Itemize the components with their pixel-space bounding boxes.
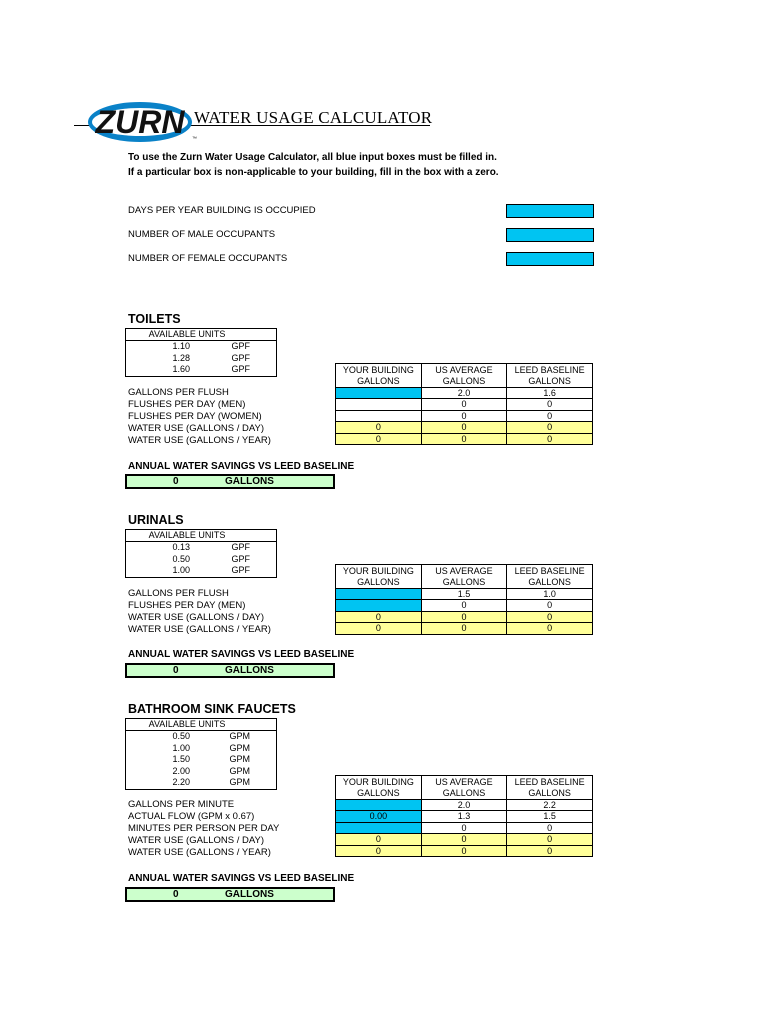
comparison-grid-toilets [335,363,593,445]
table-cell: 0 [336,433,422,444]
table-row [336,822,593,833]
table-cell: 0 [507,834,593,845]
comparison-grid-faucets [335,775,593,857]
table-cell: 0 [421,399,507,410]
table-cell: 0 [421,822,507,833]
table-row [336,623,593,634]
row-label: WATER USE (GALLONS / YEAR) [128,847,271,858]
table-cell: 0 [507,422,593,433]
col-us-average: US AVERAGE GALLONS [421,364,507,388]
input-cell[interactable] [336,600,422,611]
table-row [336,800,593,811]
table-cell: 0 [336,623,422,634]
available-units-urinals [125,529,277,578]
table-row [336,433,593,444]
table-cell: 0 [507,399,593,410]
unit-row: 1.60 GPF [172,364,250,375]
input-cell[interactable] [336,589,422,600]
col-your-building: YOUR BUILDING GALLONS [336,364,422,388]
savings-value: 0 [173,665,179,676]
table-cell: 0 [507,600,593,611]
savings-unit: GALLONS [225,889,274,900]
computed-flow-cell: 0.00 [336,811,422,822]
section-title-faucets: BATHROOM SINK FAUCETS [128,702,296,716]
days-occupied-input[interactable] [506,204,594,218]
row-label: WATER USE (GALLONS / DAY) [128,612,265,623]
savings-unit: GALLONS [225,665,274,676]
input-cell[interactable] [336,822,422,833]
table-cell: 0 [507,433,593,444]
table-cell: 0 [507,822,593,833]
table-cell [336,410,422,421]
male-occupants-input[interactable] [506,228,594,242]
row-label: GALLONS PER MINUTE [128,799,235,810]
savings-box-toilets [125,474,335,489]
unit-row: 2.20 GPM [172,777,250,788]
table-cell: 0 [336,611,422,622]
savings-title-urinals: ANNUAL WATER SAVINGS VS LEED BASELINE [128,649,355,660]
table-cell: 0 [421,433,507,444]
female-occupants-input[interactable] [506,252,594,266]
table-row [336,388,593,399]
unit-row: 1.28 GPF [172,352,250,363]
col-us-average: US AVERAGE GALLONS [421,776,507,800]
table-cell: 2.0 [421,388,507,399]
comparison-grid-urinals [335,564,593,635]
row-label: ACTUAL FLOW (GPM x 0.67) [128,811,255,822]
col-your-building: YOUR BUILDING GALLONS [336,776,422,800]
savings-value: 0 [173,476,179,487]
table-cell: 0 [507,410,593,421]
table-cell: 1.6 [507,388,593,399]
table-cell: 1.0 [507,589,593,600]
input-cell[interactable] [336,800,422,811]
table-row [336,600,593,611]
col-your-building: YOUR BUILDING GALLONS [336,565,422,589]
savings-title-toilets: ANNUAL WATER SAVINGS VS LEED BASELINE [128,461,355,472]
unit-row: 0.13 GPF [172,542,250,552]
female-occupants-label: NUMBER OF FEMALE OCCUPANTS [128,253,288,264]
svg-text:™: ™ [192,136,197,142]
table-cell: 0 [421,611,507,622]
table-row [336,422,593,433]
unit-row: 0.50 GPF [172,553,250,564]
table-row [336,811,593,822]
row-label: WATER USE (GALLONS / YEAR) [128,624,271,635]
instruction-line-1: To use the Zurn Water Usage Calculator, all blue input boxes must be filled in. [128,152,497,163]
table-cell: 0 [507,845,593,856]
table-row [336,410,593,421]
unit-row: 2.00 GPM [172,765,250,776]
available-units-faucets [125,718,277,790]
savings-unit: GALLONS [225,476,274,487]
savings-value: 0 [173,889,179,900]
page-title [190,108,432,128]
col-us-average: US AVERAGE GALLONS [421,565,507,589]
grid-header-row [336,565,593,589]
input-cell[interactable] [336,388,422,399]
table-cell: 0 [421,422,507,433]
row-label: MINUTES PER PERSON PER DAY [128,823,280,834]
table-row [336,399,593,410]
zurn-logo [86,100,198,144]
table-cell [336,399,422,410]
table-cell: 1.5 [507,811,593,822]
unit-row: 1.50 GPM [172,754,250,765]
table-cell: 0 [421,834,507,845]
row-label: GALLONS PER FLUSH [128,588,229,599]
units-header: AVAILABLE UNITS [126,329,276,341]
row-label: WATER USE (GALLONS / DAY) [128,423,265,434]
section-title-toilets: TOILETS [128,312,181,326]
row-label: FLUSHES PER DAY (MEN) [128,399,246,410]
savings-box-urinals [125,663,335,678]
col-leed-baseline: LEED BASELINE GALLONS [507,364,593,388]
table-cell: 2.2 [507,800,593,811]
units-header: AVAILABLE UNITS [126,719,276,731]
table-cell: 0 [507,623,593,634]
instruction-line-2: If a particular box is non-applicable to your building, fill in the box with a zero. [128,167,499,178]
grid-header-row [336,364,593,388]
table-cell: 0 [421,600,507,611]
row-label: GALLONS PER FLUSH [128,387,229,398]
table-cell: 1.5 [421,589,507,600]
table-cell: 0 [421,845,507,856]
table-row [336,611,593,622]
row-label: FLUSHES PER DAY (WOMEN) [128,411,262,422]
male-occupants-label: NUMBER OF MALE OCCUPANTS [128,229,276,240]
row-label: FLUSHES PER DAY (MEN) [128,600,246,611]
savings-title-faucets: ANNUAL WATER SAVINGS VS LEED BASELINE [128,873,355,884]
table-cell: 0 [421,410,507,421]
days-occupied-label: DAYS PER YEAR BUILDING IS OCCUPIED [128,205,316,216]
table-cell: 0 [507,611,593,622]
available-units-toilets [125,328,277,377]
table-row [336,845,593,856]
table-cell: 0 [421,623,507,634]
table-cell: 0 [336,834,422,845]
page-title-text: WATER USAGE CALCULATOR [194,108,433,127]
savings-box-faucets [125,887,335,902]
col-leed-baseline: LEED BASELINE GALLONS [507,565,593,589]
table-cell: 0 [336,422,422,433]
logo-wordmark: ZURN [95,104,185,140]
unit-row: 1.00 GPF [172,565,250,576]
table-cell: 1.3 [421,811,507,822]
unit-row: 0.50 GPM [172,731,250,741]
table-cell: 2.0 [421,800,507,811]
table-row [336,834,593,845]
unit-row: 1.10 GPF [172,341,250,351]
section-title-urinals: URINALS [128,513,184,527]
table-row [336,589,593,600]
row-label: WATER USE (GALLONS / DAY) [128,835,265,846]
grid-header-row [336,776,593,800]
unit-row: 1.00 GPM [172,742,250,753]
units-header: AVAILABLE UNITS [126,530,276,542]
row-label: WATER USE (GALLONS / YEAR) [128,435,271,446]
table-cell: 0 [336,845,422,856]
col-leed-baseline: LEED BASELINE GALLONS [507,776,593,800]
